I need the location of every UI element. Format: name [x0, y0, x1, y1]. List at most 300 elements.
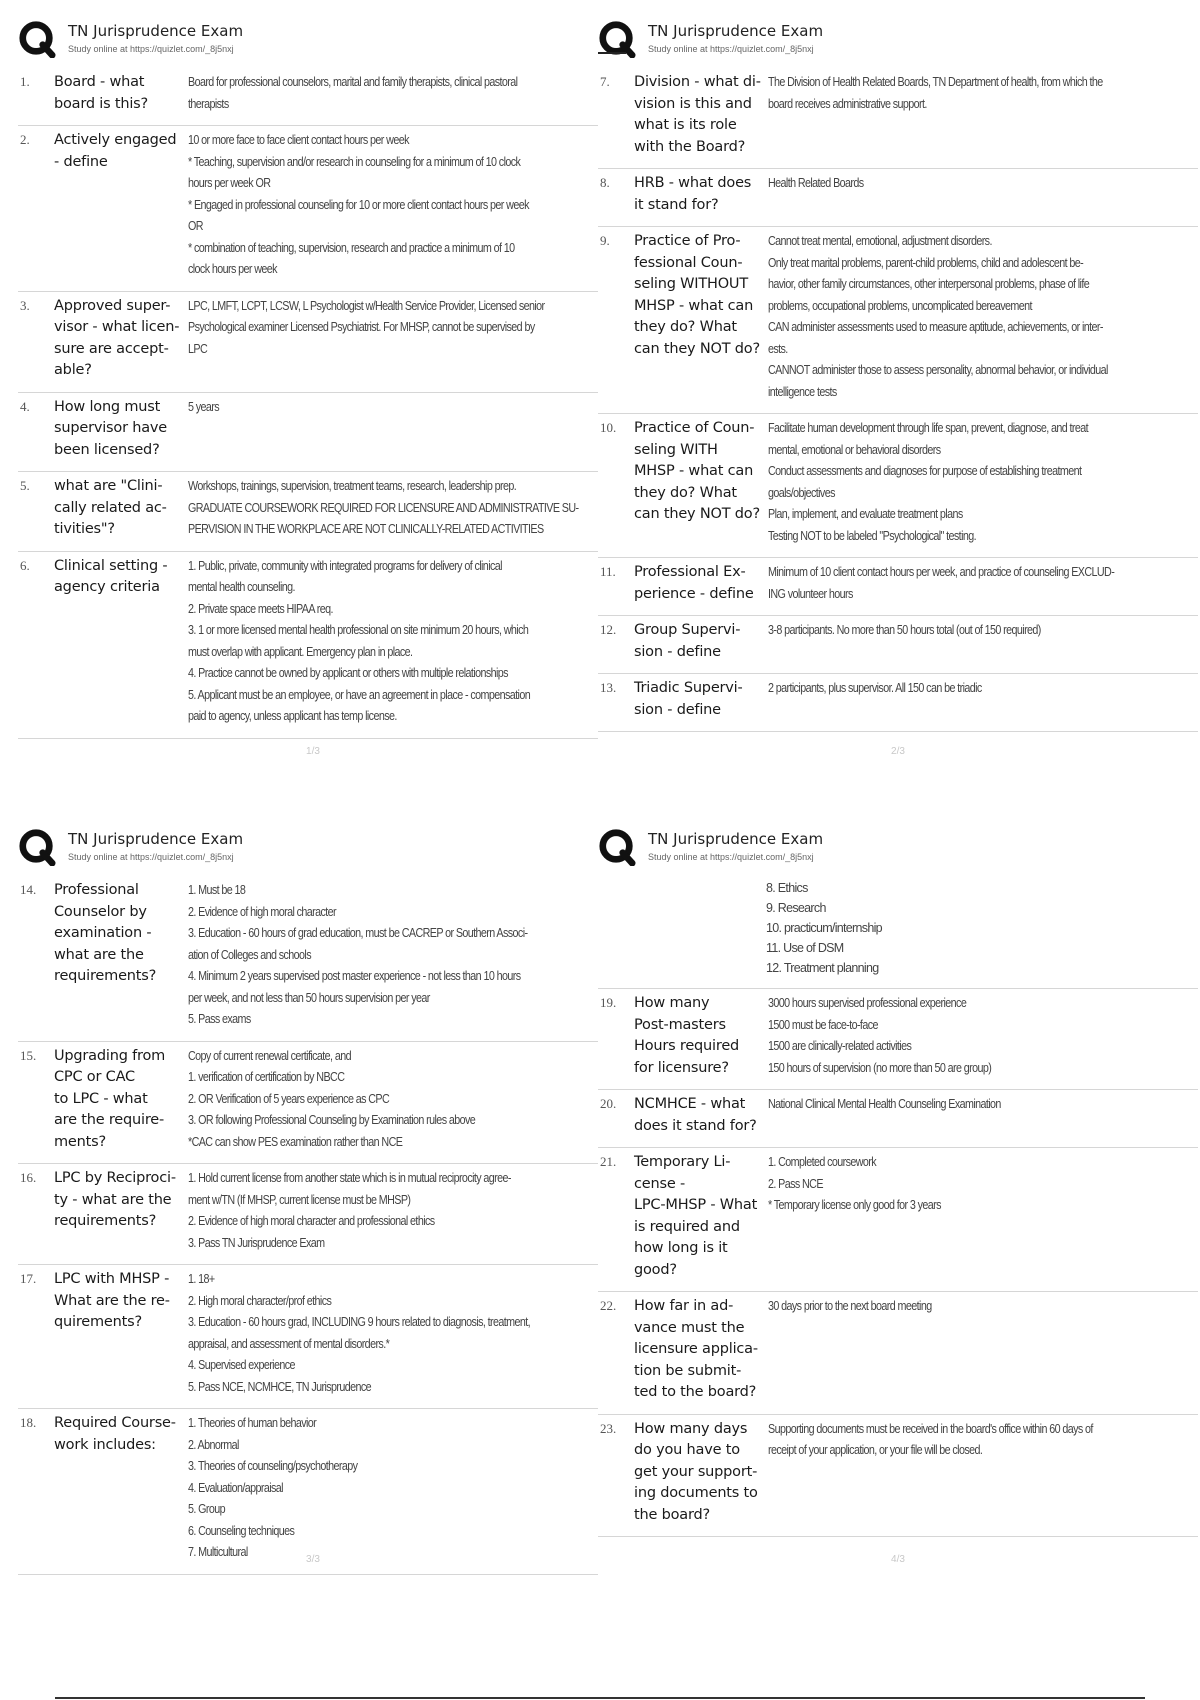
card-definition [768, 1152, 1129, 1217]
term-line: How far in ad- [634, 1298, 734, 1314]
card-definition [188, 556, 549, 728]
definition-line: 2. High moral character/prof ethics [188, 1293, 332, 1308]
term-line: licensure applica- [634, 1341, 758, 1357]
flashcard-page-2 [598, 0, 1198, 775]
study-link-text: Study online at https://quizlet.com/_8j5nxj [68, 44, 234, 54]
card-definition [768, 173, 1129, 195]
definition-line: 1500 must be face-to-face [768, 1017, 878, 1032]
page-number: 2/3 [891, 746, 905, 757]
definition-line: 1500 are clinically-related activities [768, 1039, 912, 1053]
card-definition [188, 1413, 549, 1564]
definition-line: board receives administrative support. [768, 96, 927, 111]
term-line: agency criteria [54, 579, 160, 595]
term-line: Board - what [54, 74, 145, 90]
card-term [54, 1413, 188, 1564]
term-line: Upgrading from [54, 1047, 166, 1064]
flashcard-row [598, 227, 1198, 414]
card-definition [768, 562, 1129, 605]
card-definition [188, 130, 549, 281]
term-line: are the require- [54, 1112, 165, 1128]
term-line: How many [634, 995, 710, 1011]
card-definition [188, 72, 549, 115]
term-line: LPC with MHSP - [54, 1271, 170, 1287]
definition-line: 5 years [188, 399, 220, 414]
term-line: get your support- [634, 1463, 758, 1480]
term-line: Approved super- [54, 297, 171, 314]
definition-line: mental, emotional or behavioral disorders [768, 442, 941, 457]
definition-line: 10 or more face to face client contact hours per week [188, 133, 409, 147]
definition-line: 3. 1 or more licensed mental health professional on site minimum 20 hours, which [188, 623, 529, 637]
term-line: Professional [54, 882, 139, 898]
term-line: able? [54, 362, 92, 378]
term-line: Practice of Pro- [634, 233, 741, 249]
card-term [634, 1419, 768, 1527]
flashcard-row [18, 552, 608, 739]
definition-line: 1. Theories of human behavior [188, 1416, 317, 1430]
card-definition-area [768, 1094, 1198, 1137]
flashcard-page-4 [598, 808, 1198, 1583]
card-definition-area [768, 620, 1198, 663]
card-number: 13. [600, 680, 617, 695]
definition-line: The Division of Health Related Boards, TN Department of health, from which the [768, 75, 1103, 89]
definition-line: 2. Private space meets HIPAA req. [188, 601, 333, 616]
card-term [54, 476, 188, 541]
definition-line: ests. [768, 341, 788, 356]
definition-line: 30 days prior to the next board meeting [768, 1299, 932, 1313]
card-term [634, 620, 768, 663]
definition-line: 3-8 participants. No more than 50 hours total (out of 150 required) [768, 623, 1041, 637]
term-line: Practice of Coun- [634, 420, 755, 436]
term-line: to LPC - what [54, 1090, 148, 1107]
card-number: 4. [20, 398, 30, 414]
card-definition-area [768, 1296, 1198, 1404]
flashcard-row [598, 616, 1198, 674]
term-line: it stand for? [634, 196, 719, 213]
card-definition-area [768, 173, 1198, 216]
term-line: with the Board? [634, 138, 746, 155]
term-line: fessional Coun- [634, 254, 743, 271]
page-title: TN Jurisprudence Exam [68, 830, 244, 848]
term-line: ing documents to [634, 1485, 758, 1501]
page-number: 1/3 [306, 746, 320, 757]
definition-line: Psychological examiner Licensed Psychiatrist. For MHSP, cannot be supervised by [188, 320, 535, 334]
divider-dash [598, 52, 626, 54]
definition-line: 2. Evidence of high moral character and professional ethics [188, 1214, 435, 1228]
card-definition [188, 397, 549, 419]
definition-line: clock hours per week [188, 262, 277, 276]
card-definition-area [768, 1152, 1198, 1281]
definition-line: 11. Use of DSM [766, 941, 844, 955]
definition-line: mental health counseling. [188, 580, 295, 594]
definition-line: OR [188, 219, 203, 233]
card-definition-area [768, 1419, 1198, 1527]
term-line: Post-masters [634, 1016, 726, 1033]
definition-line: Workshops, trainings, supervision, treatment teams, research, leadership prep. [188, 479, 517, 493]
term-line: is required and [634, 1218, 740, 1235]
definition-line: problems, occupational problems, uncomplicated bereavement [768, 298, 1032, 313]
definition-line: 3. Education - 60 hours of grad education, must be CACREP or Southern Associ- [188, 926, 528, 940]
term-line: quirements? [54, 1314, 142, 1330]
flashcard-row [598, 169, 1198, 227]
card-term [54, 1168, 188, 1254]
definition-line: * Temporary license only good for 3 years [768, 1198, 941, 1212]
definition-line: 8. Ethics [766, 881, 808, 895]
card-term [54, 397, 188, 462]
definition-line: ING volunteer hours [768, 586, 853, 601]
page-title: TN Jurisprudence Exam [68, 22, 244, 40]
continued-definition [598, 876, 1198, 989]
card-term [54, 130, 188, 281]
definition-line: Health Related Boards [768, 176, 864, 190]
card-term [634, 1094, 768, 1137]
flashcard-row [18, 126, 608, 292]
definition-line: LPC [188, 341, 208, 356]
card-term [634, 231, 768, 403]
definition-line: hours per week OR [188, 176, 271, 190]
term-line: can they NOT do? [634, 506, 760, 522]
card-number: 22. [600, 1298, 617, 1313]
card-definition-area [188, 130, 608, 281]
definition-line: Cannot treat mental, emotional, adjustment disorders. [768, 234, 992, 248]
term-line: Hours required [634, 1038, 740, 1054]
card-term [54, 72, 188, 115]
flashcard-row [18, 472, 608, 552]
card-number: 2. [20, 132, 30, 147]
card-number: 8. [600, 175, 610, 190]
definition-line: 3. Theories of counseling/psychotherapy [188, 1459, 358, 1473]
card-number: 20. [600, 1096, 617, 1111]
definition-line: appraisal, and assessment of mental disorders.* [188, 1336, 390, 1351]
card-term [634, 562, 768, 605]
card-number: 16. [20, 1170, 37, 1185]
card-definition-area [188, 476, 608, 541]
definition-line: LPC, LMFT, LCPT, LCSW, L Psychologist w/Health Service Provider, Licensed senior [188, 298, 545, 313]
term-line: can they NOT do? [634, 340, 760, 357]
definition-line: 1. Completed coursework [768, 1155, 877, 1169]
card-number: 19. [600, 995, 617, 1010]
definition-line: 1. Hold current license from another state which is in mutual reciprocity agree- [188, 1171, 511, 1185]
term-line: the board? [634, 1506, 710, 1523]
definition-line: National Clinical Mental Health Counseling Examination [768, 1097, 1001, 1111]
card-definition [188, 1046, 549, 1154]
quizlet-logo-icon [18, 828, 56, 866]
definition-line: 1. Public, private, community with integrated programs for delivery of clinical [188, 558, 502, 573]
card-definition-area [768, 678, 1198, 721]
term-line: LPC-MHSP - What [634, 1197, 758, 1213]
definition-line: per week, and not less than 50 hours supervision per year [188, 990, 430, 1005]
card-term [634, 72, 768, 158]
card-definition [188, 1168, 549, 1254]
definition-line: CAN administer assessments used to measure aptitude, achievements, or inter- [768, 320, 1103, 334]
term-line: Clinical setting - [54, 557, 168, 574]
definition-line: 4. Supervised experience [188, 1358, 295, 1372]
flashcard-row [598, 1415, 1198, 1538]
flashcard-row [18, 68, 608, 126]
card-definition-area [188, 556, 608, 728]
card-number: 15. [20, 1047, 37, 1063]
card-number: 11. [600, 564, 616, 579]
card-definition [768, 678, 1129, 700]
page-title: TN Jurisprudence Exam [648, 22, 824, 40]
page-header [598, 828, 1198, 872]
flashcard-row [598, 1148, 1198, 1292]
term-line: tion be submit- [634, 1362, 742, 1379]
term-line: How many days [634, 1420, 748, 1437]
card-definition [768, 993, 1129, 1079]
definition-line: 6. Counseling techniques [188, 1523, 295, 1538]
definition-line: Board for professional counselors, marital and family therapists, clinical pastoral [188, 75, 518, 89]
term-line: examination - [54, 925, 152, 941]
term-line: for licensure? [634, 1059, 729, 1076]
card-number: 10. [600, 420, 617, 435]
term-line: ty - what are the [54, 1191, 172, 1208]
definition-line: CANNOT administer those to assess personality, abnormal behavior, or individual [768, 363, 1108, 377]
card-definition-area [188, 1168, 608, 1254]
definition-line: 3. OR following Professional Counseling by Examination rules above [188, 1113, 476, 1127]
definition-line: Conduct assessments and diagnoses for purpose of establishing treatment [768, 464, 1082, 478]
term-line: Group Supervi- [634, 622, 741, 638]
page-number: 3/3 [306, 1554, 320, 1565]
study-link-text: Study online at https://quizlet.com/_8j5nxj [648, 852, 814, 862]
definition-line: 5. Applicant must be an employee, or have an agreement in place - compensation [188, 687, 531, 702]
card-number: 21. [600, 1154, 617, 1169]
definition-line: * combination of teaching, supervision, research and practice a minimum of 10 [188, 240, 515, 255]
quizlet-logo-icon [18, 20, 56, 58]
flashcard-list [18, 876, 608, 1575]
definition-line: 5. Group [188, 1502, 226, 1516]
card-term [634, 993, 768, 1079]
flashcard-row [18, 876, 608, 1042]
page-header [18, 828, 608, 872]
card-term [634, 173, 768, 216]
term-line: CPC or CAC [54, 1069, 135, 1085]
card-definition-area [188, 72, 608, 115]
card-definition [768, 1296, 1129, 1318]
card-definition-area [188, 1269, 608, 1398]
card-term [634, 678, 768, 721]
flashcard-row [18, 1042, 608, 1165]
definition-line: 10. practicum/internship [766, 921, 882, 935]
flashcard-row [18, 1409, 608, 1575]
term-line: perience - define [634, 585, 754, 602]
flashcard-row [598, 674, 1198, 732]
card-definition-area [188, 880, 608, 1031]
flashcard-row [598, 1090, 1198, 1148]
card-number: 14. [20, 882, 37, 897]
card-definition [188, 476, 579, 541]
flashcard-row [598, 1292, 1198, 1415]
term-line: what is its role [634, 117, 737, 133]
definition-line: GRADUATE COURSEWORK REQUIRED FOR LICENSURE AND ADMINISTRATIVE SU- [188, 500, 579, 515]
definition-line: 5. Pass exams [188, 1012, 251, 1026]
definition-line: goals/objectives [768, 485, 835, 500]
term-line: cally related ac- [54, 499, 167, 516]
term-line: sion - define [634, 701, 721, 718]
definition-line: Only treat marital problems, parent-child problems, child and adolescent be- [768, 255, 1084, 270]
term-line: NCMHCE - what [634, 1096, 746, 1112]
term-line: supervisor have [54, 420, 168, 436]
term-line: seling WITH [634, 441, 718, 458]
term-line: vision is this and [634, 95, 752, 112]
card-definition-area [188, 397, 608, 462]
term-line: ted to the board? [634, 1384, 757, 1400]
term-line: Division - what di- [634, 74, 761, 90]
term-line: How long must [54, 398, 161, 415]
term-line: ments? [54, 1133, 106, 1150]
card-number: 5. [20, 478, 30, 493]
page-number: 4/3 [891, 1554, 905, 1565]
definition-line: 9. Research [766, 901, 826, 915]
card-definition [768, 72, 1129, 115]
definition-line: Minimum of 10 client contact hours per week, and practice of counseling EXCLUD- [768, 565, 1115, 579]
card-term [634, 1152, 768, 1281]
term-line: how long is it [634, 1240, 728, 1256]
card-definition [188, 1269, 549, 1398]
card-number: 12. [600, 622, 617, 637]
card-number: 18. [20, 1415, 37, 1430]
definition-line: 4. Evaluation/appraisal [188, 1480, 283, 1495]
quizlet-logo-icon [598, 828, 636, 866]
page-header [18, 20, 608, 64]
definition-line: 4. Minimum 2 years supervised post master experience - not less than 10 hours [188, 969, 521, 983]
card-term [54, 296, 188, 382]
flashcard-page-3 [18, 808, 608, 1583]
term-line: does it stand for? [634, 1117, 757, 1134]
flashcard-row [598, 68, 1198, 169]
term-line: requirements? [54, 1213, 157, 1229]
page-title: TN Jurisprudence Exam [648, 830, 824, 848]
definition-line: paid to agency, unless applicant has temp license. [188, 709, 397, 723]
definition-line: Facilitate human development through life span, prevent, diagnose, and treat [768, 421, 1088, 435]
flashcard-row [598, 414, 1198, 558]
flashcard-row [18, 1265, 608, 1409]
flashcard-list [598, 68, 1198, 732]
flashcard-list [598, 876, 1198, 1537]
term-line: What are the re- [54, 1292, 170, 1309]
flashcard-list [18, 68, 608, 739]
term-line: sion - define [634, 643, 721, 660]
definition-line: 12. Treatment planning [766, 961, 879, 975]
term-line: Professional Ex- [634, 564, 746, 580]
term-line: MHSP - what can [634, 463, 754, 479]
term-line: board is this? [54, 95, 149, 112]
card-definition [768, 1419, 1129, 1462]
card-term [54, 1046, 188, 1154]
definition-line: 5. Pass NCE, NCMHCE, TN Jurisprudence [188, 1379, 372, 1394]
definition-line: Testing NOT to be labeled "Psychological" testing. [768, 528, 976, 543]
card-definition-area [188, 1413, 608, 1564]
card-definition [188, 880, 549, 1031]
card-number: 1. [20, 74, 30, 89]
term-line: Triadic Supervi- [634, 680, 743, 696]
definition-line: 4. Practice cannot be owned by applicant or others with multiple relationships [188, 666, 508, 680]
flashcard-row [18, 292, 608, 393]
card-definition-area [768, 562, 1198, 605]
definition-line: PERVISION IN THE WORKPLACE ARE NOT CLINICALLY-RELATED ACTIVITIES [188, 522, 544, 536]
term-line: do you have to [634, 1442, 740, 1458]
definition-line: must overlap with applicant. Emergency plan in place. [188, 644, 413, 659]
card-definition-area [188, 296, 608, 382]
card-term [54, 556, 188, 728]
term-line: requirements? [54, 968, 157, 984]
definition-line: 1. Must be 18 [188, 883, 246, 897]
card-number: 23. [600, 1420, 617, 1436]
definition-line: havior, other family circumstances, other interpersonal problems, phase of life [768, 277, 1090, 291]
definition-line: intelligence tests [768, 384, 837, 399]
definition-line: 2. Evidence of high moral character [188, 904, 337, 919]
definition-line: 2 participants, plus supervisor. All 150 can be triadic [768, 681, 982, 695]
card-number: 9. [600, 233, 610, 248]
card-definition [188, 296, 549, 361]
term-line: sure are accept- [54, 340, 169, 357]
term-line: good? [634, 1261, 677, 1278]
definition-line: *CAC can show PES examination rather than NCE [188, 1134, 403, 1149]
card-definition-area [768, 418, 1198, 547]
definition-line: Copy of current renewal certificate, and [188, 1048, 351, 1063]
flashcard-page-1 [18, 0, 608, 775]
card-definition [768, 1094, 1129, 1116]
flashcard-row [598, 989, 1198, 1090]
definition-line: therapists [188, 96, 229, 111]
definition-line: ation of Colleges and schools [188, 947, 311, 962]
page-header [598, 20, 1198, 64]
definition-line: 2. Abnormal [188, 1437, 239, 1452]
term-line: MHSP - what can [634, 297, 754, 314]
card-definition-area [768, 993, 1198, 1079]
definition-line: 3. Pass TN Jurisprudence Exam [188, 1235, 325, 1250]
card-term [54, 880, 188, 1031]
definition-line: 7. Multicultural [188, 1545, 248, 1559]
card-term [634, 1296, 768, 1404]
term-line: LPC by Reciproci- [54, 1170, 176, 1186]
study-link-text: Study online at https://quizlet.com/_8j5nxj [68, 852, 234, 862]
card-number: 6. [20, 557, 30, 573]
card-definition-area [768, 231, 1198, 403]
study-link-text: Study online at https://quizlet.com/_8j5nxj [648, 44, 814, 54]
flashcard-row [598, 558, 1198, 616]
term-line: visor - what licen- [54, 319, 180, 335]
card-number: 17. [20, 1271, 37, 1286]
term-line: been licensed? [54, 441, 160, 458]
card-definition-area [188, 1046, 608, 1154]
definition-line: receipt of your application, or your file will be closed. [768, 1443, 983, 1457]
definition-line: 150 hours of supervision (no more than 50 are group) [768, 1060, 992, 1075]
term-line: - define [54, 153, 108, 170]
term-line: what are "Clini- [54, 478, 163, 494]
term-line: they do? What [634, 484, 737, 501]
bottom-rule [55, 1697, 1145, 1699]
definition-line: Supporting documents must be received in the board's office within 60 days of [768, 1421, 1093, 1436]
card-number: 7. [600, 74, 610, 89]
definition-line: ment w/TN (If MHSP, current license must be MHSP) [188, 1192, 411, 1207]
flashcard-row [18, 393, 608, 473]
term-line: HRB - what does [634, 175, 752, 191]
definition-line: Plan, implement, and evaluate treatment plans [768, 507, 963, 521]
term-line: Required Course- [54, 1415, 176, 1431]
card-definition-area [768, 72, 1198, 158]
definition-line: 2. Pass NCE [768, 1176, 823, 1191]
card-definition [768, 620, 1129, 642]
term-line: Counselor by [54, 903, 147, 920]
term-line: vance must the [634, 1319, 745, 1336]
term-line: what are the [54, 946, 144, 963]
definition-line: 1. verification of certification by NBCC [188, 1070, 345, 1084]
definition-line: 1. 18+ [188, 1272, 215, 1286]
card-number: 3. [20, 297, 30, 313]
definition-line: 3000 hours supervised professional experience [768, 996, 967, 1010]
term-line: tivities"? [54, 521, 115, 537]
definition-line: 2. OR Verification of 5 years experience as CPC [188, 1091, 390, 1106]
